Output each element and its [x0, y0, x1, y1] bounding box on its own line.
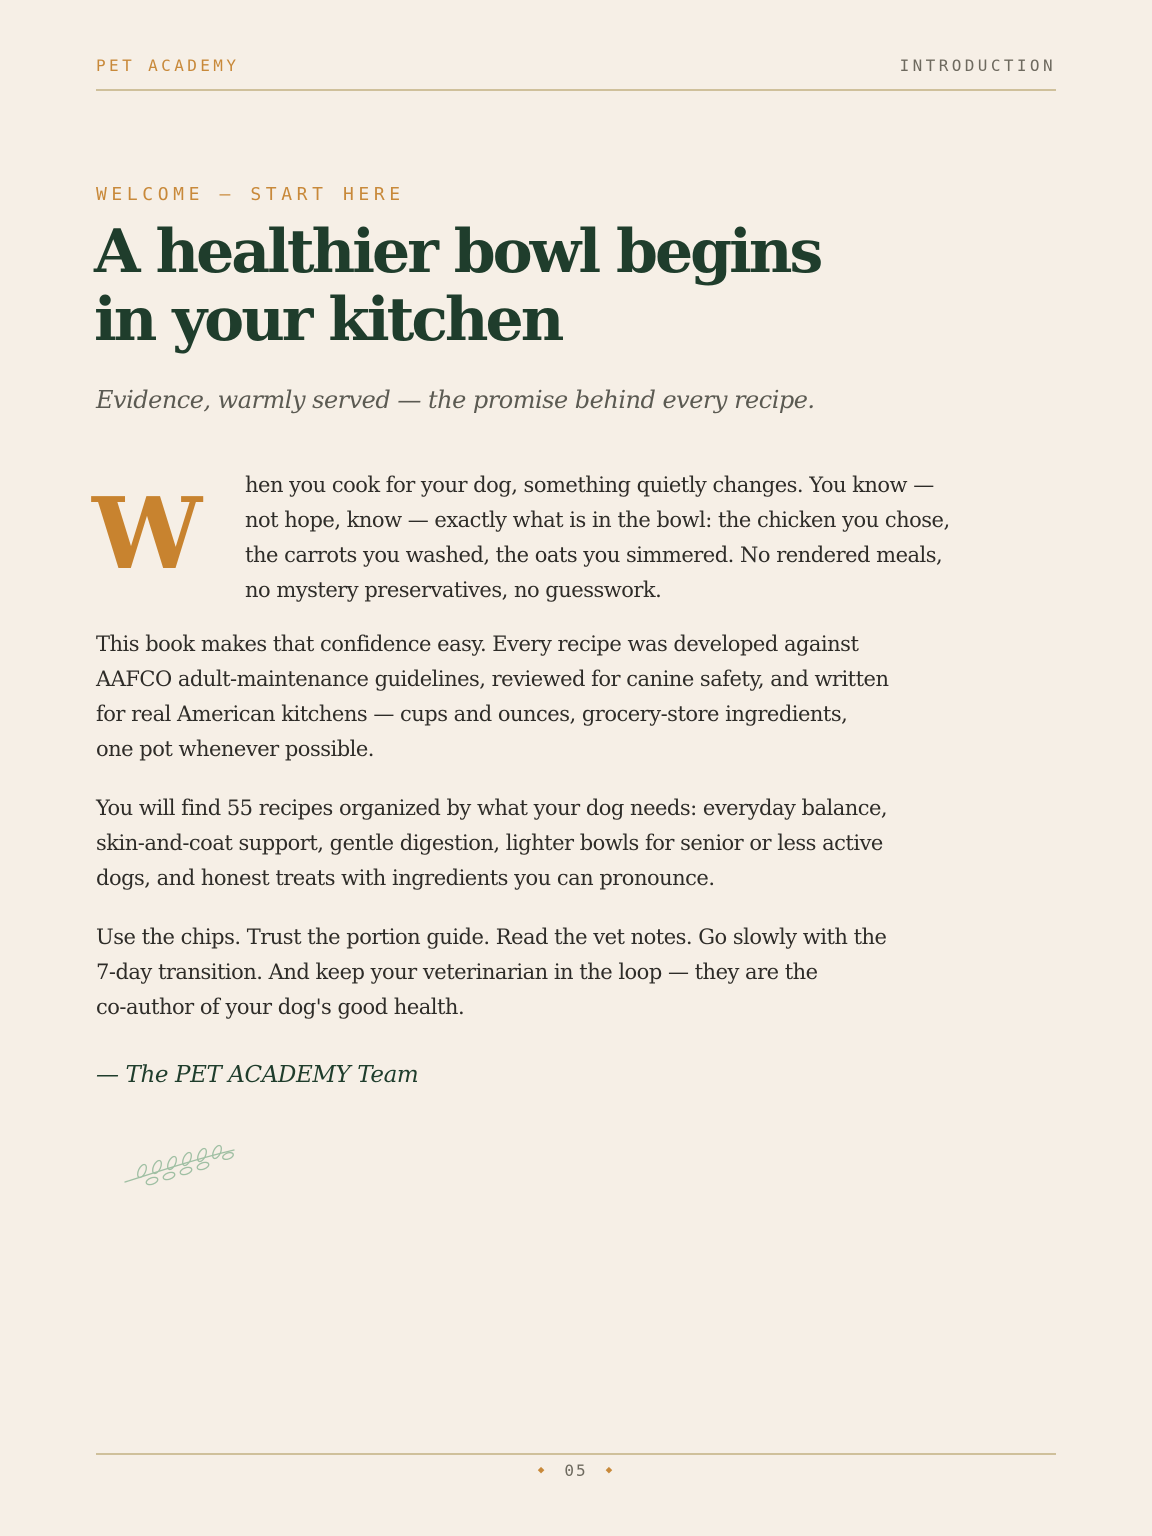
paragraph-line: This book makes that confidence easy. Every recipe was developed against — [96, 632, 859, 656]
diamond-icon: ◆ — [537, 1463, 547, 1476]
paragraph-line: dogs, and honest treats with ingredients you can pronounce. — [96, 866, 715, 890]
kicker-label: WELCOME — START HERE — [96, 184, 405, 205]
paragraph-2 — [96, 627, 889, 767]
paragraph-line: for real American kitchens — cups and ounces, grocery-store ingredients, — [96, 702, 848, 726]
document-page — [92, 0, 1056, 1536]
paragraph-line: the carrots you washed, the oats you simmered. No rendered meals, — [245, 543, 943, 567]
page-footer — [96, 1461, 1056, 1480]
paragraph-1 — [245, 468, 950, 608]
paragraph-3 — [96, 791, 887, 896]
paragraph-line: 7-day transition. And keep your veterinarian in the loop — they are the — [96, 960, 818, 984]
paragraph-line: skin-and-coat support, gentle digestion, lighter bowls for senior or less active — [96, 831, 883, 855]
brand-name: PET ACADEMY — [96, 56, 240, 75]
leaf-sprig-icon — [122, 1140, 238, 1186]
diamond-icon: ◆ — [605, 1463, 615, 1476]
page-title — [94, 218, 820, 354]
paragraph-line: Use the chips. Trust the portion guide. Read the vet notes. Go slowly with the — [96, 925, 887, 949]
title-line-2: in your kitchen — [94, 285, 562, 355]
paragraph-4 — [96, 920, 886, 1025]
page-subtitle: Evidence, warmly served — the promise behind every recipe. — [96, 386, 815, 414]
paragraph-line: You will find 55 recipes organized by what your dog needs: everyday balance, — [96, 796, 888, 820]
paragraph-line: AAFCO adult-maintenance guidelines, reviewed for canine safety, and written — [96, 667, 889, 691]
header-divider — [96, 89, 1056, 91]
paragraph-line: not hope, know — exactly what is in the bowl: the chicken you chose, — [245, 508, 950, 532]
title-line-1: A healthier bowl begins — [94, 217, 821, 287]
drop-cap: W — [92, 477, 203, 592]
section-name: INTRODUCTION — [899, 56, 1056, 75]
paragraph-line: no mystery preservatives, no guesswork. — [245, 578, 662, 602]
paragraph-line: co-author of your dog's good health. — [96, 995, 465, 1019]
signoff: — The PET ACADEMY Team — [96, 1062, 419, 1088]
running-header — [96, 56, 1056, 76]
paragraph-line: hen you cook for your dog, something quietly changes. You know — — [245, 473, 934, 497]
page-number: 05 — [564, 1461, 588, 1480]
paragraph-line: one pot whenever possible. — [96, 737, 374, 761]
footer-divider — [96, 1453, 1056, 1455]
